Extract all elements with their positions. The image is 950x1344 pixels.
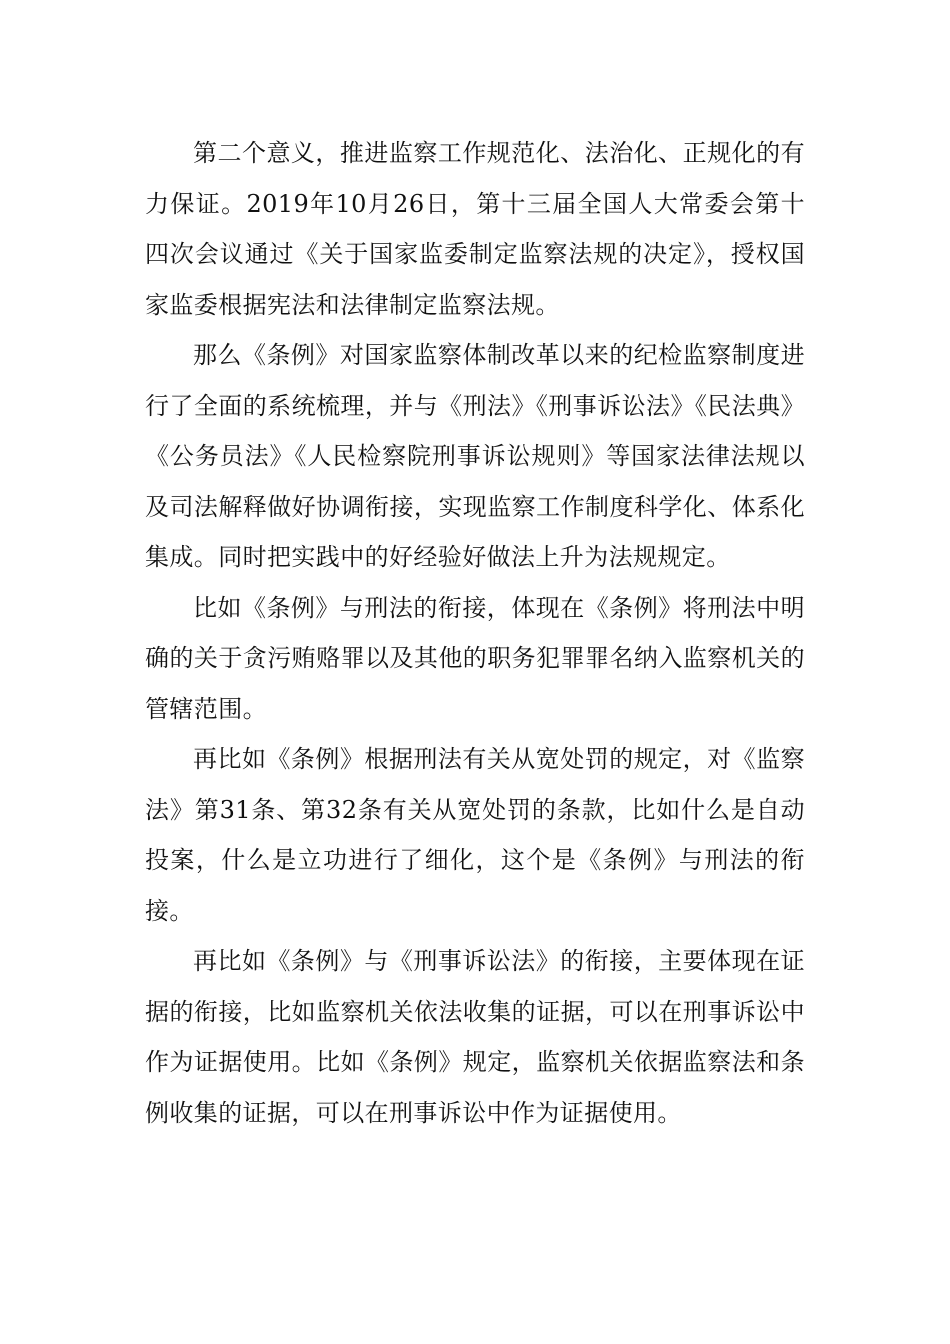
paragraph-criminal-procedure-link: 再比如《条例》与《刑事诉讼法》的衔接，主要体现在证据的衔接，比如监察机关依法收集的证据，可以在刑事诉讼中作为证据使用。比如《条例》规定，监察机关依据监察法和条例收集的证据，可以在刑事诉讼中作为证据使用。 — [145, 947, 805, 1127]
document-body — [145, 128, 805, 1138]
paragraph-criminal-law-link: 比如《条例》与刑法的衔接，体现在《条例》将刑法中明确的关于贪污贿赂罪以及其他的职务犯罪罪名纳入监察机关的管辖范围。 — [145, 593, 805, 723]
paragraph-leniency-provisions: 再比如《条例》根据刑法有关从宽处罚的规定，对《监察法》第31条、第32条有关从宽处罚的条款，比如什么是自动投案，什么是立功进行了细化，这个是《条例》与刑法的衔接。 — [145, 745, 805, 925]
paragraph-regulation-coordination: 那么《条例》对国家监察体制改革以来的纪检监察制度进行了全面的系统梳理，并与《刑法》《刑事诉讼法》《民法典》《公务员法》《人民检察院刑事诉讼规则》等国家法律法规以及司法解释做好协调衔接，实现监察工作制度科学化、体系化集成。同时把实践中的好经验好做法上升为法规规定。 — [145, 341, 805, 571]
paragraph-significance: 第二个意义，推进监察工作规范化、法治化、正规化的有力保证。2019年10月26日，第十三届全国人大常委会第十四次会议通过《关于国家监委制定监察法规的决定》，授权国家监委根据宪法和法律制定监察法规。 — [145, 139, 805, 319]
